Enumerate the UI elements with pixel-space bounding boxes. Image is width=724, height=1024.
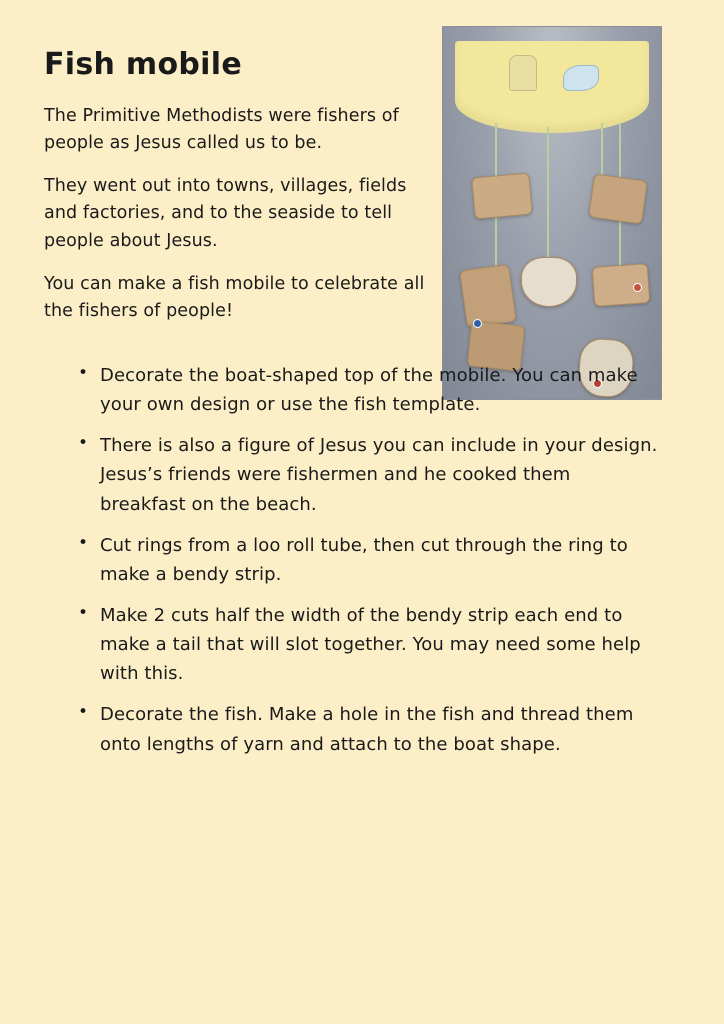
boat-fish-illustration (563, 65, 599, 91)
instructions-list (44, 361, 680, 759)
paper-fish (588, 173, 648, 224)
fish-eye (473, 319, 482, 328)
intro-paragraph-2: They went out into towns, villages, fields and factories, and to the seaside to tell people about Jesus. (44, 176, 407, 251)
list-item: • Make 2 cuts half the width of the bendy strip each end to make a tail that will slot together. You may need some help with this. (100, 601, 660, 688)
paper-fish (459, 264, 517, 328)
intro-text-block (44, 103, 434, 325)
jesus-figure-illustration (509, 55, 537, 91)
fish-eye (633, 283, 642, 292)
yarn-string (547, 127, 549, 259)
page-title: Fish mobile (44, 47, 242, 82)
list-item: • Cut rings from a loo roll tube, then cut through the ring to make a bendy strip. (100, 531, 660, 589)
boat-shape-illustration (455, 41, 649, 133)
list-item: • Decorate the boat-shaped top of the mobile. You can make your own design or use the fish template. (100, 361, 660, 419)
intro-paragraph-3: You can make a fish mobile to celebrate all the fishers of people! (44, 273, 425, 321)
intro-paragraph-1: The Primitive Methodists were fishers of people as Jesus called us to be. (44, 106, 399, 154)
paper-fish (521, 257, 577, 307)
list-item: • There is also a figure of Jesus you can include in your design. Jesus’s friends were fishermen and he cooked them breakfast on the beach. (100, 431, 660, 518)
photo-background (443, 27, 661, 399)
fish-mobile-photo (442, 26, 662, 400)
paper-fish (471, 173, 532, 220)
list-item: • Decorate the fish. Make a hole in the fish and thread them onto lengths of yarn and attach to the boat shape. (100, 700, 660, 758)
yarn-string (601, 123, 603, 175)
